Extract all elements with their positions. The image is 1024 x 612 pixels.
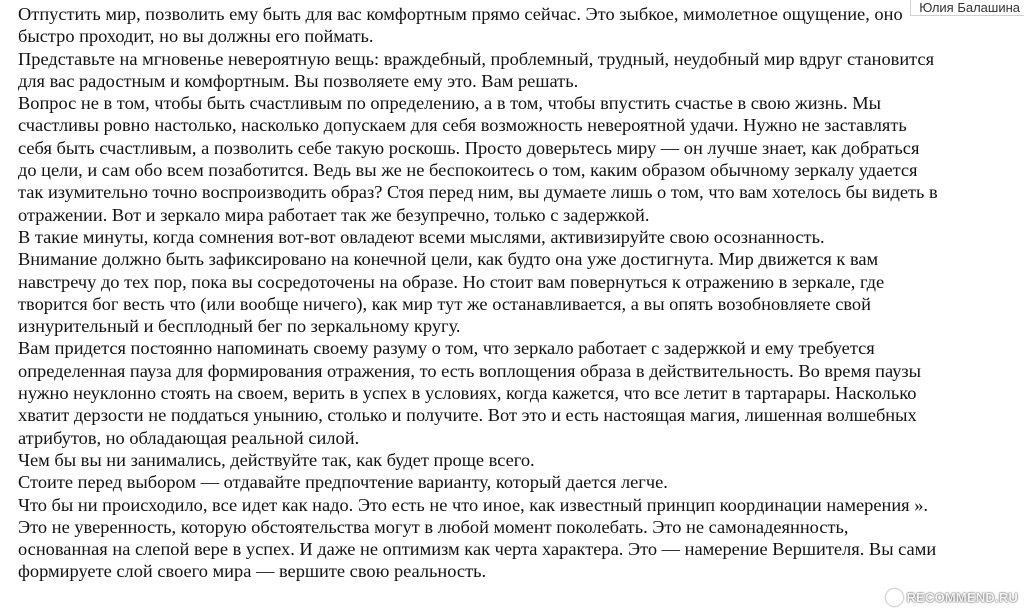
text-line: Чем бы вы ни занимались, действуйте так, как будет проще всего. <box>18 449 535 470</box>
text-line: нужно неуклонно стоять на своем, верить в успех в условиях, когда кажется, что все летит в тартарары. Насколько <box>18 383 917 404</box>
text-line: для вас радостным и комфортным. Вы позволяете ему это. Вам решать. <box>18 70 579 91</box>
text-line: себя быть счастливым, а позволить себе такую роскошь. Просто доверьтесь миру — он лучше знает, как добраться <box>18 137 920 158</box>
text-line: так изумительно точно воспроизводить образ? Стоя перед ним, вы думаете лишь о том, что вам хотелось бы видеть в <box>18 182 938 203</box>
text-line: основанная на слепой вере в успех. И даже не оптимизм как черта характера. Это — намерение Вершителя. Вы сами <box>18 539 937 560</box>
text-line: творится бог весть что (или вообще ничего), как мир тут же останавливается, а вы опять возобновляете свой <box>18 293 871 314</box>
text-line: хватит дерзости не поддаться унынию, столько и получите. Вот это и есть настоящая магия, лишенная волшебных <box>18 405 917 426</box>
author-name-tag: Юлия Балашина <box>910 0 1024 16</box>
text-line: Отпустить мир, позволить ему быть для вас комфортным прямо сейчас. Это зыбкое, мимолетное ощущение, оно <box>18 4 903 24</box>
text-line: отражении. Вот и зеркало мира работает так же безупречно, только с задержкой. <box>18 204 650 225</box>
text-line: В такие минуты, когда сомнения вот-вот овладеют всеми мыслями, активизируйте свою осознанность. <box>18 226 825 247</box>
text-line: Вопрос не в том, чтобы быть счастливым по определению, а в том, чтобы впустить счастье в свою жизнь. Мы <box>18 93 881 114</box>
text-line: изнурительный и бесплодный бег по зеркальному кругу. <box>18 316 461 337</box>
text-line: Стоите перед выбором — отдавайте предпочтение варианту, который дается легче. <box>18 472 668 493</box>
document-text <box>18 3 1018 583</box>
text-line: Это не уверенность, которую обстоятельства могут в любой момент поколебать. Это не самонадеянность, <box>18 516 849 537</box>
text-line: навстречу до тех пор, пока вы сосредоточены на образе. Но стоит вам повернуться к отражению в зеркале, где <box>18 271 885 292</box>
text-line: до цели, и сам обо всем позаботится. Ведь вы же не беспокоитесь о том, каким образом обычному зеркалу удается <box>18 160 918 181</box>
text-line: атрибутов, но обладающая реальной силой. <box>18 427 360 448</box>
text-line: Вам придется постоянно напоминать своему разуму о том, что зеркало работает с задержкой и ему требуется <box>18 338 875 359</box>
text-line: определенная пауза для формирования отражения, то есть воплощения образа в действительность. Во время паузы <box>18 360 922 381</box>
text-line: Что бы ни происходило, все идет как надо. Это есть не что иное, как известный принцип координации намерения ». <box>18 494 929 515</box>
text-line: формируете слой своего мира — вершите свою реальность. <box>18 561 487 582</box>
text-line: Внимание должно быть зафиксировано на конечной цели, как будто она уже достигнута. Мир движется к вам <box>18 249 879 270</box>
text-line: быстро проходит, но вы должны его поймать. <box>18 26 374 47</box>
recommend-logo-icon <box>886 589 903 606</box>
text-line: Представьте на мгновенье невероятную вещь: враждебный, проблемный, трудный, неудобный мир вдруг становится <box>18 48 935 69</box>
watermark-text: RECOMMEND.RU <box>906 590 1018 605</box>
watermark <box>886 589 1018 606</box>
text-line: счастливы ровно настолько, насколько допускаем для себя возможность невероятной удачи. Нужно не заставлять <box>18 115 907 136</box>
